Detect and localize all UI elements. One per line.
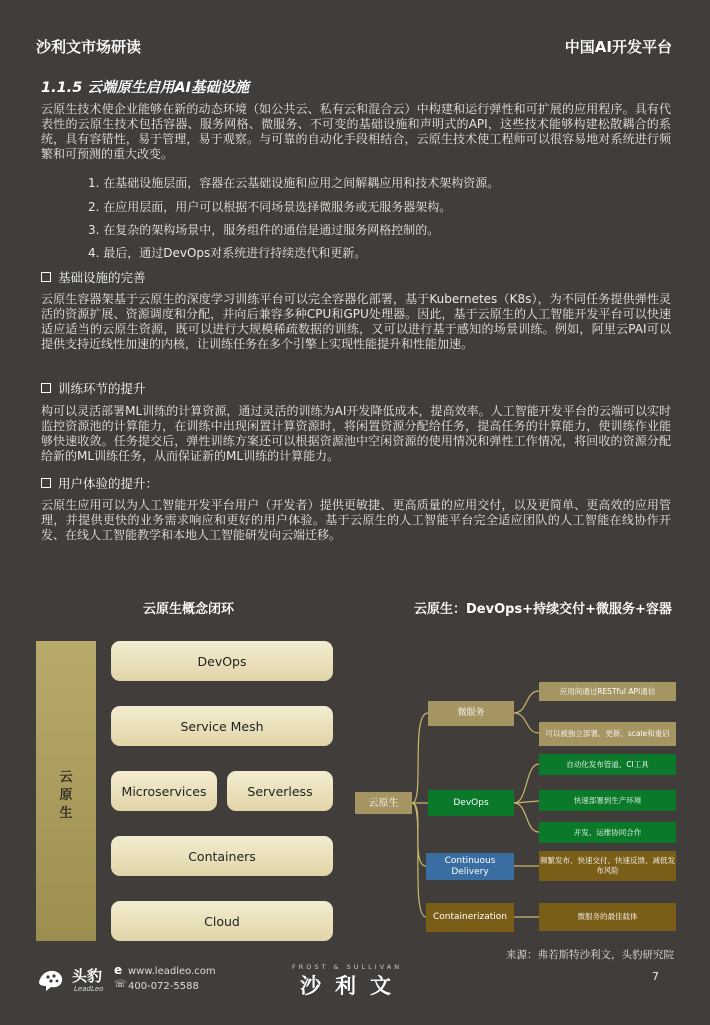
subsection-text-ux: 云原生应用可以为人工智能开发平台用户（开发者）提供更敏捷、更高质量的应用交付，以及更简单、更高效的应用管理，并提供更快的业务需求响应和更好的用户体验。基于云原生的人工智能平台完全适应团队的人工智能在线协作开发、在线人工智能教学和本地人工智能研发向云端迁移。 [41, 498, 671, 542]
point-1: 1. 在基础设施层面，容器在云基础设施和应用之间解耦应用和技术架构资源。 [88, 176, 500, 190]
point-3: 3. 在复杂的架构场景中，服务组件的通信是通过服务网格控制的。 [88, 223, 440, 237]
connector-microservice-leaf1 [514, 691, 539, 713]
point-4: 4. 最后，通过DevOps对系统进行持续迭代和更新。 [88, 246, 367, 260]
intro-paragraph: 云原生技术使企业能够在新的动态环境（如公共云、私有云和混合云）中构建和运行弹性和可扩展的应用程序。具有代表性的云原生技术包括容器、服务网格、微服务、不可变的基础设施和声明式的API，这些技术能够构建松散耦合的系统，具有容错性，易于管理，易于观察。与可靠的自动化手段相结合，云原生技术使工程师可以很容易地对系统进行频繁和可预测的重大改变。 [41, 102, 671, 161]
header-right: 中国AI开发平台 [564, 38, 672, 56]
layer-containers: Containers [111, 836, 333, 876]
branch-microservice: 微服务 [428, 701, 514, 726]
branch-containerization: Containerization [426, 903, 514, 932]
connector-root-microservice [412, 713, 428, 803]
footer-website[interactable]: www.leadleo.com [128, 966, 216, 977]
source-note: 来源：弗若斯特沙利文，头豹研究院 [506, 949, 674, 961]
brand-name: 头豹 [72, 967, 103, 985]
mindmap-root: 云原生 [355, 792, 412, 814]
layer-microservices: Microservices [111, 771, 217, 811]
point-2: 2. 在应用层面，用户可以根据不同场景选择微服务或无服务器架构。 [88, 200, 452, 214]
subsection-text-infra: 云原生容器架基于云原生的深度学习训练平台可以完全容器化部署，基于Kubernetes（K8s），为不同任务提供弹性灵活的资源扩展、资源调度和分配，并向后兼容多种CPU和GPU处理器。因此，基于云原生的人工智能开发平台可以快速适应适当的云原生资源，既可以进行大规模稀疏数据的训练，又可以进行基于感知的场景训练。例如，阿里云PAI可以提供支持近线性加速的内核，让训练任务在多个引擎上实现性能提升和性能加速。 [41, 292, 671, 351]
leopard-logo-icon [37, 966, 65, 992]
subsection-title: 基础设施的完善 [58, 270, 146, 285]
layer-service-mesh: Service Mesh [111, 706, 333, 746]
leaf-devops-collab: 开发、运维协同合作 [539, 822, 676, 843]
connector-devops-leaf3 [514, 803, 539, 832]
leaf-independent-deploy: 可以被独立部署、更新、scale和重启 [539, 722, 676, 746]
web-icon: e [114, 963, 123, 977]
phone-icon: ☏ [114, 979, 127, 990]
layer-serverless: Serverless [227, 771, 333, 811]
partner-name-cn: 沙利文 [300, 974, 405, 998]
connector-root-cd [412, 803, 426, 866]
partner-name-en: FROST & SULLIVAN [292, 963, 403, 971]
footer-phone: 400-072-5588 [128, 981, 199, 992]
leaf-auto-pipeline: 自动化发布管道、CI工具 [539, 754, 676, 775]
left-diagram-title: 云原生概念闭环 [143, 602, 235, 617]
connector-devops-leaf1 [514, 764, 539, 803]
branch-continuous-delivery: Continuous Delivery [426, 853, 514, 880]
leaf-restful-api: 应用间通过RESTful API通信 [539, 682, 676, 701]
subsection-title: 训练环节的提升 [58, 381, 146, 396]
layer-devops: DevOps [111, 641, 333, 681]
layer-cloud: Cloud [111, 901, 333, 941]
header-left: 沙利文市场研读 [36, 38, 142, 56]
subsection-text-training: 构可以灵活部署ML训练的计算资源，通过灵活的训练为AI开发降低成本，提高效率。人工智能开发平台的云端可以实时监控资源池的计算能力，在训练中出现闲置计算资源时，将闲置资源分配给任务，提高任务的计算能力，使训练作业能够快速收敛。任务提交后，弹性训练方案还可以根据资源池中空闲资源的使用情况和弹性工作情况，将回收的资源分配给新的ML训练任务，从而保证新的ML训练的计算能力。 [41, 404, 671, 463]
section-title: 1.1.5 云端原生启用AI基础设施 [41, 80, 249, 96]
branch-devops: DevOps [428, 790, 514, 816]
connector-microservice-leaf2 [514, 713, 539, 733]
leaf-best-carrier: 微服务的最佳载体 [539, 903, 676, 931]
connector-root-container [412, 803, 426, 917]
leaf-fast-deploy: 快速部署到生产环境 [539, 790, 676, 811]
subsection-title: 用户体验的提升： [58, 476, 159, 491]
leaf-frequent-release: 频繁发布、快速交付、快速反馈、减低发布风险 [539, 851, 676, 881]
brand-name-en: LeadLeo [74, 985, 104, 993]
page-number: 7 [652, 970, 659, 983]
side-bar-label: 云 原 生 [59, 770, 73, 821]
right-diagram-title: 云原生：DevOps+持续交付+微服务+容器 [414, 602, 672, 617]
